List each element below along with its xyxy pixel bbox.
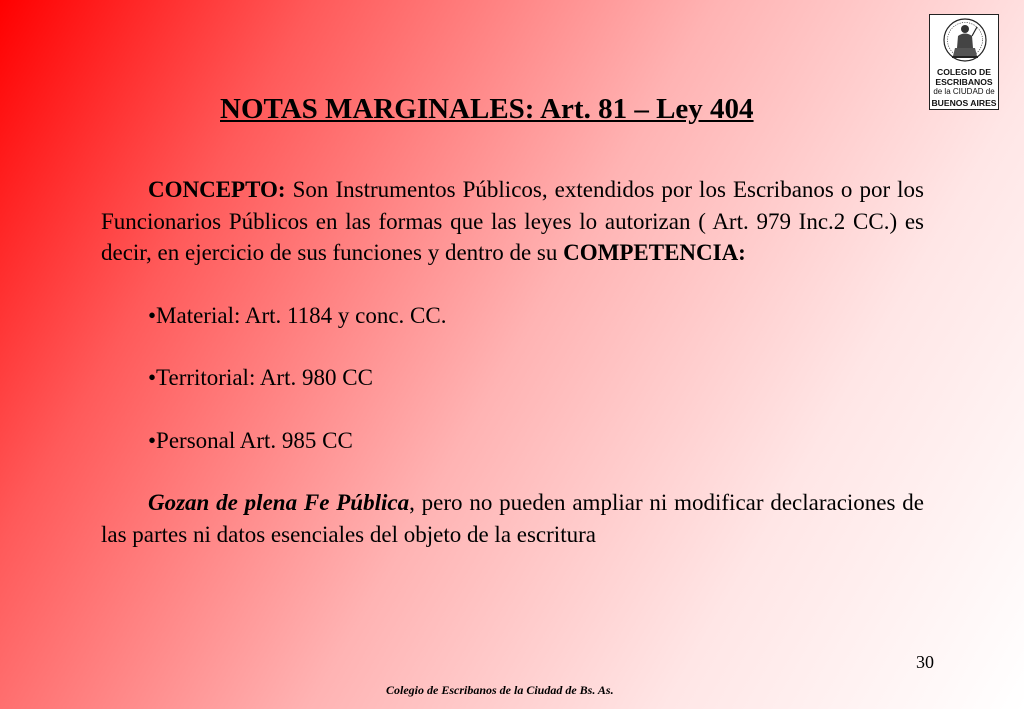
concepto-text: Son Instrumentos Públicos, extendidos por los Escribanos o por los Funcionarios Públicos en las formas que las leyes lo autorizan ( Art. 979 Inc.2 CC.) es decir, en ejercicio de sus funciones y dentro de su — [101, 177, 924, 265]
seated-figure-emblem-icon — [930, 15, 1000, 67]
bullet-personal: •Personal Art. 985 CC — [148, 427, 353, 453]
concepto-paragraph — [101, 174, 924, 269]
slide-body — [101, 174, 924, 550]
colegio-logo — [929, 14, 999, 110]
logo-text — [930, 67, 998, 108]
slide-title: NOTAS MARGINALES: Art. 81 – Ley 404 — [220, 93, 754, 125]
page-number: 30 — [916, 652, 934, 672]
footer-text: Colegio de Escribanos de la Ciudad de Bs. As. — [386, 683, 614, 697]
logo-line-2: ESCRIBANOS — [935, 77, 993, 88]
fe-publica-phrase: Gozan de plena Fe Pública — [148, 490, 410, 515]
logo-line-1: COLEGIO DE — [937, 67, 991, 77]
closing-text: , pero no pueden ampliar ni modificar declaraciones de las partes ni datos esenciales del objeto de la escritura — [101, 490, 924, 547]
bullet-territorial: •Territorial: Art. 980 CC — [148, 365, 373, 390]
closing-paragraph — [101, 487, 924, 550]
logo-line-4: BUENOS AIRES — [931, 97, 997, 108]
logo-line-3: de la CIUDAD de — [933, 87, 995, 97]
bullet-material: •Material: Art. 1184 y conc. CC. — [148, 302, 447, 328]
concepto-label: CONCEPTO: — [148, 177, 286, 202]
competencia-label: COMPETENCIA: — [563, 240, 746, 265]
